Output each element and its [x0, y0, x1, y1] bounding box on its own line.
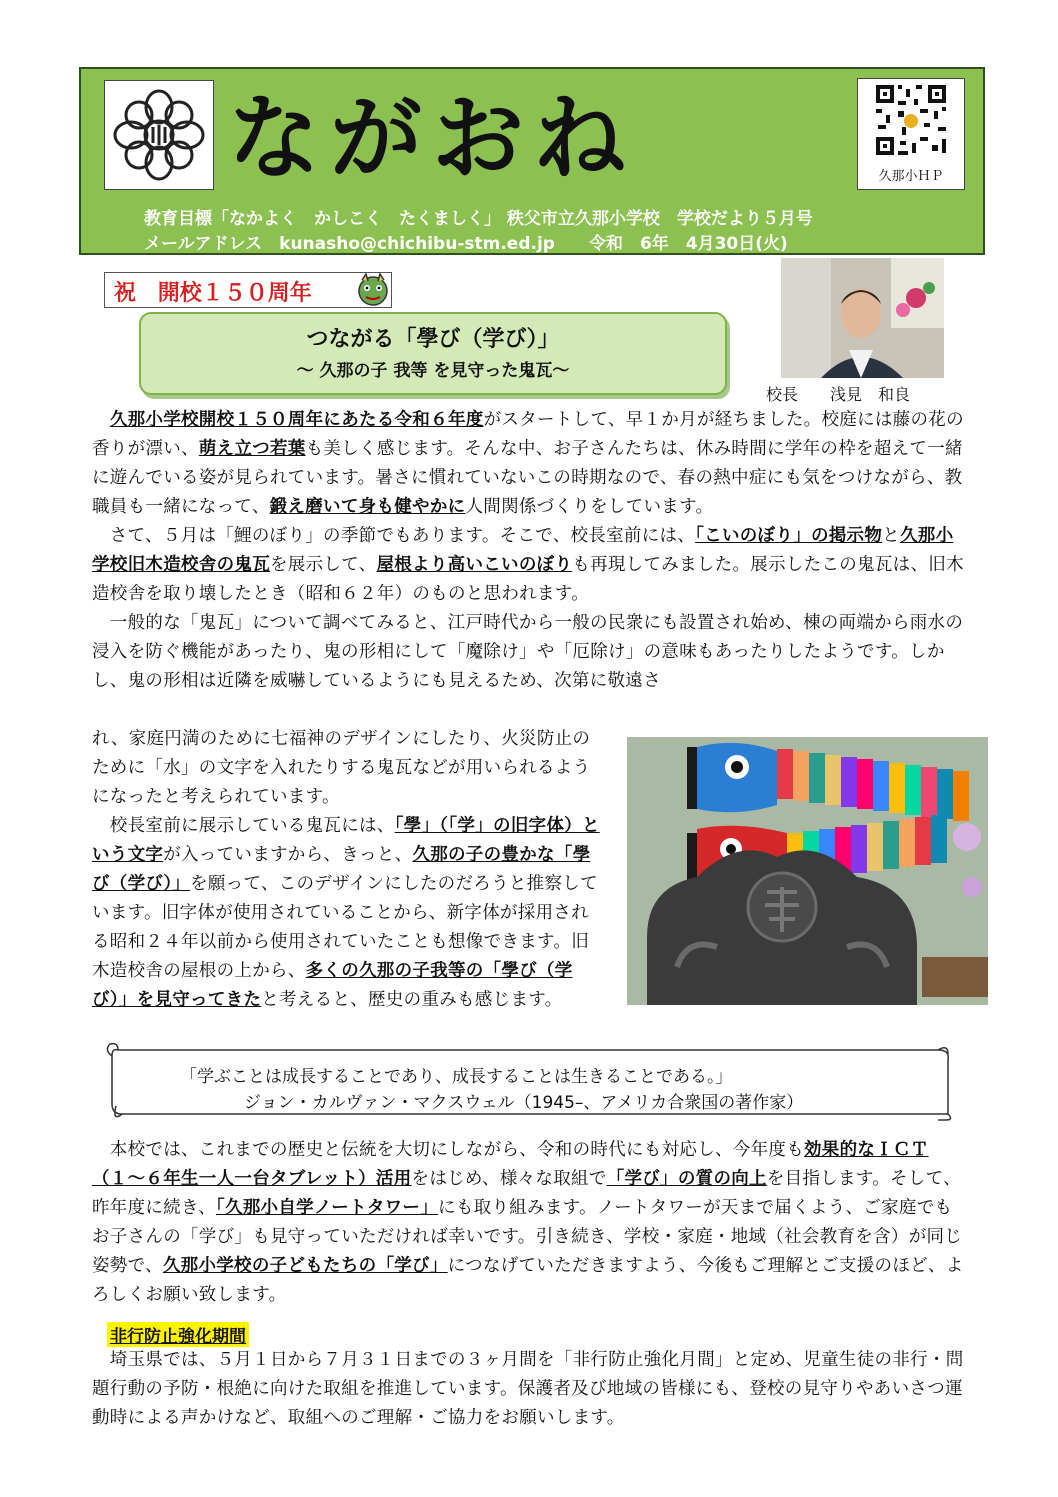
paragraph-3: 一般的な「鬼瓦」について調べてみると、江戸時代から一般の民衆にも設置され始め、棟の両端から雨水の浸入を防ぐ機能があったり、鬼の形相にして「魔除け」や「厄除け」の意味もあったりしたようです。しかし、鬼の形相は近隣を威嚇しているようにも見えるため、次第に敬遠さ: [92, 613, 964, 691]
quote-author: ジョン・カルヴァン・マクスウェル（1945–、アメリカ合衆国の著作家）: [244, 1093, 804, 1113]
newsletter-title: ながおね: [228, 85, 637, 192]
anniversary-label: 開校１５０周年: [157, 281, 312, 306]
mascot-icon: [354, 270, 392, 312]
principal-photo: [781, 258, 944, 378]
principal-caption: 校長 浅見 和良: [766, 385, 911, 404]
education-goal-line: 教育目標「なかよく かしこく たくましく」 秩父市立久那小学校 学校だより５月号: [144, 209, 813, 229]
paragraph-1: 久那小学校開校１５０周年にあたる令和６年度がスタートして、早１か月が経ちました。校庭には藤の花の香りが漂い、萌え立つ若葉も美しく感じます。そんな中、お子さんたちは、休み時間に学年の枠を超えて一緒に遊んでいる姿が見られています。暑さに慣れていないこの時期なので、春の熱中症にも気をつけながら、教職員も一緒になって、鍛え磨いて身も健やかに人間関係づくりをしています。: [92, 410, 964, 517]
qr-label: 久那小ＨＰ: [878, 169, 944, 184]
email-date-line: メールアドレス kunasho@chichibu-stm.ed.jp 令和 6年 4月30日(火): [144, 234, 788, 254]
paragraph-3-continued: れ、家庭円満のために七福神のデザインにしたり、火災防止のために「水」の文字を入れたりする鬼瓦などが用いられるようになったと考えられています。: [92, 729, 591, 807]
school-emblem-logo: [104, 80, 214, 190]
theme-subtitle: ～ 久那の子 我等 を見守った鬼瓦～: [296, 361, 570, 381]
body-paragraphs-upper: [92, 406, 964, 696]
body-paragraphs-narrow: [92, 725, 602, 1015]
theme-title: つながる「學び（学び）」: [306, 327, 560, 352]
delinquency-heading: 非行防止強化期間: [107, 1322, 249, 1347]
paragraph-4: 校長室前に展示している鬼瓦には、「學」（「学」の旧字体）という文字が入っていますから、きっと、久那の子の豊かな「學び（学び）」を願って、このデザインにしたのだろうと推察しています。旧字体が使用されていることから、新字体が採用される昭和２４年以前から使用されていたことも想像できます。旧木造校舎の屋根の上から、多くの久那の子我等の「學び（学び）」を見守ってきたと考えると、歴史の重みも感じます。: [92, 816, 600, 1010]
onigawara-koinobori-photo: [627, 737, 988, 1005]
paragraph-2: さて、５月は「鯉のぼり」の季節でもあります。そこで、校長室前には、「こいのぼり」の掲示物と久那小学校旧木造校舎の鬼瓦を展示して、屋根より高いこいのぼりも再現してみました。展示したこの鬼瓦は、旧木造校舎を取り壊したとき（昭和６２年）のものと思われます。: [92, 526, 964, 604]
body-paragraph-lower: 本校では、これまでの歴史と伝統を大切にしながら、令和の時代にも対応し、今年度も効果的なＩＣＴ（１～６年生一人一台タブレット）活用をはじめ、様々な取組で「学び」の質の向上を目指します。そして、昨年度に続き、「久那小自学ノートタワー」にも取り組みます。ノートタワーが天まで届くよう、ご家庭でもお子さんの「学び」も見守っていただければ幸いです。引き続き、学校・家庭・地域（社会教育を含）が同じ姿勢で、久那小学校の子どもたちの「学び」につなげていただきますよう、今後もご理解とご支援のほど、よろしくお願い致します。: [92, 1140, 964, 1305]
anniversary-text: [114, 276, 312, 307]
quote-text: 「学ぶことは成長することであり、成長することは生きることである。」: [180, 1067, 733, 1087]
delinquency-paragraph: 埼玉県では、５月１日から７月３１日までの３ヶ月間を「非行防止強化月間」と定め、児童生徒の非行・問題行動の予防・根絶に向けた取組を推進しています。保護者及び地域の皆様にも、登校の見守りやあいさつ運動時による声かけなど、取組へのご理解・ご協力をお願いします。: [92, 1350, 964, 1428]
celebration-mark: 祝: [114, 281, 137, 306]
